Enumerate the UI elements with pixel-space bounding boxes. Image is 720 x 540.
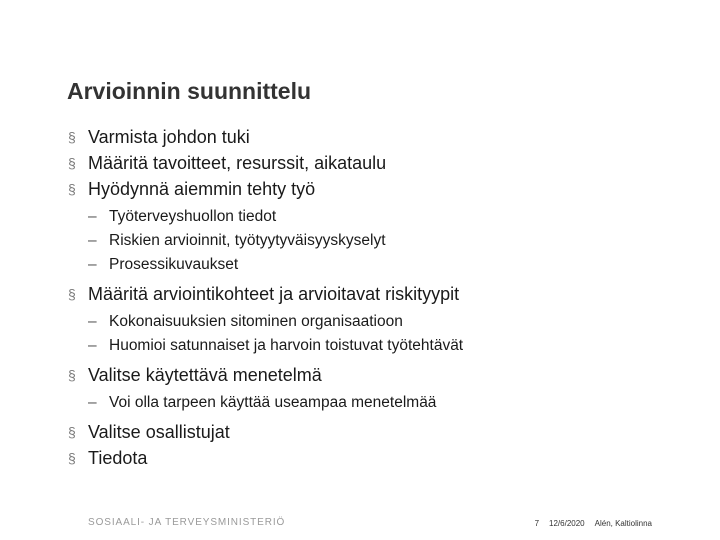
sub-bullet-marker: – (88, 337, 97, 354)
slide-title: Arvioinnin suunnittelu (67, 78, 312, 104)
bullet-text: Määritä arviointikohteet ja arvioitavat riskityypit (88, 284, 460, 304)
bullet-item (68, 419, 708, 445)
bullet-marker: § (68, 286, 76, 302)
footer-date: 12/6/2020 (549, 519, 585, 528)
page-number: 7 (534, 519, 540, 528)
bullet-list (68, 124, 708, 471)
bullet-item (68, 150, 708, 176)
bullet-item (68, 362, 708, 388)
footer-author: Alén, Kaltiolinna (594, 519, 652, 528)
bullet-marker: § (68, 450, 76, 466)
sub-list (68, 388, 708, 419)
bullet-item (68, 176, 708, 202)
bullet-marker: § (68, 424, 76, 440)
bullet-item (68, 124, 708, 150)
bullet-text: Hyödynnä aiemmin tehty työ (88, 179, 316, 199)
footer-organization: SOSIAALI- JA TERVEYSMINISTERIÖ (88, 517, 286, 528)
sub-bullet-marker: – (88, 208, 97, 225)
sub-bullet-item (68, 391, 708, 415)
sub-bullet-text: Huomioi satunnaiset ja harvoin toistuvat työtehtävät (109, 337, 464, 354)
bullet-marker: § (68, 367, 76, 383)
bullet-marker: § (68, 181, 76, 197)
sub-bullet-item (68, 334, 708, 358)
sub-bullet-text: Riskien arvioinnit, työtyytyväisyyskyselyt (109, 232, 386, 249)
sub-list (68, 307, 708, 362)
bullet-item (68, 445, 708, 471)
sub-bullet-item (68, 229, 708, 253)
sub-bullet-item (68, 205, 708, 229)
sub-bullet-marker: – (88, 313, 97, 330)
bullet-text: Määritä tavoitteet, resurssit, aikataulu (88, 153, 387, 173)
sub-bullet-text: Prosessikuvaukset (109, 256, 239, 273)
sub-bullet-marker: – (88, 256, 97, 273)
bullet-marker: § (68, 155, 76, 171)
bullet-item (68, 281, 708, 307)
sub-bullet-text: Voi olla tarpeen käyttää useampaa menetelmää (109, 394, 437, 411)
bullet-text: Valitse käytettävä menetelmä (88, 365, 322, 385)
sub-bullet-marker: – (88, 232, 97, 249)
footer-info (525, 519, 652, 528)
bullet-text: Valitse osallistujat (88, 422, 230, 442)
sub-bullet-text: Kokonaisuuksien sitominen organisaatioon (109, 313, 403, 330)
sub-list (68, 202, 708, 281)
bullet-text: Tiedota (88, 448, 148, 468)
sub-bullet-item (68, 310, 708, 334)
sub-bullet-marker: – (88, 394, 97, 411)
bullet-text: Varmista johdon tuki (88, 127, 250, 147)
sub-bullet-item (68, 253, 708, 277)
bullet-marker: § (68, 129, 76, 145)
sub-bullet-text: Työterveyshuollon tiedot (109, 208, 277, 225)
